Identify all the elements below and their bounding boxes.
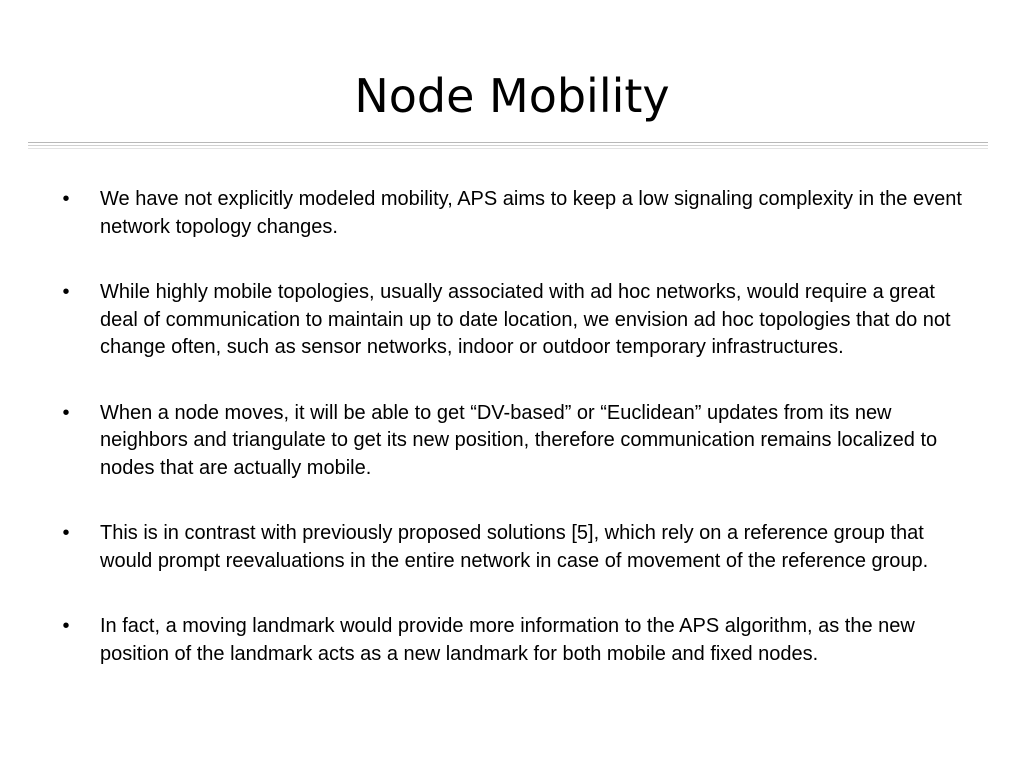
bullet-item [60, 186, 970, 241]
bullet-icon: • [62, 522, 70, 544]
bullet-item [60, 400, 970, 483]
title-divider [28, 148, 988, 149]
bullet-item [60, 279, 970, 362]
bullet-text: This is in contrast with previously proposed solutions [5], which rely on a reference group that would prompt reevaluations in the entire network in case of movement of the reference group. [100, 522, 929, 572]
title-divider [28, 142, 988, 143]
bullet-icon: • [62, 281, 70, 303]
bullet-item [60, 613, 970, 668]
bullet-text: We have not explicitly modeled mobility, APS aims to keep a low signaling complexity in the event network topology changes. [100, 188, 962, 238]
bullet-text: When a node moves, it will be able to get “DV-based” or “Euclidean” updates from its new neighbors and triangulate to get its new position, therefore communication remains localized to nodes that are actually mobile. [100, 401, 938, 479]
bullet-item [60, 520, 970, 575]
bullet-icon: • [62, 401, 70, 424]
title-divider [28, 145, 988, 146]
bullet-text: While highly mobile topologies, usually associated with ad hoc networks, would require a great deal of communication to maintain up to date location, we envision ad hoc topologies that do not change often, such as sensor networks, indoor or outdoor temporary infrastructures. [100, 281, 951, 358]
slide-title: Node Mobility [354, 69, 670, 123]
bullet-text: In fact, a moving landmark would provide more information to the APS algorithm, as the new position of the landmark acts as a new landmark for both mobile and fixed nodes. [100, 615, 915, 665]
bullet-list [60, 186, 970, 706]
bullet-icon: • [62, 188, 70, 210]
bullet-icon: • [62, 615, 70, 637]
